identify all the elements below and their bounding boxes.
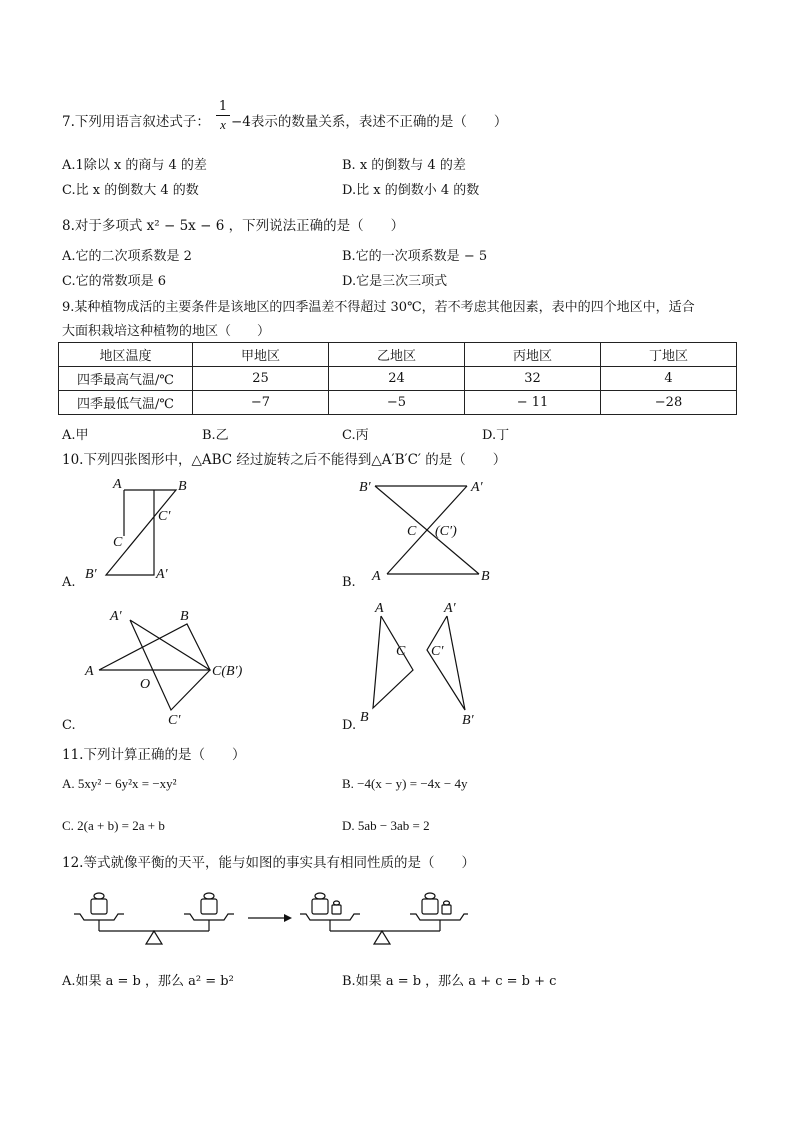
fig-c-label: O [140,677,151,692]
fig-d-label: C′ [431,644,444,659]
fig-a-label: A [113,477,122,492]
figure-a [80,470,200,590]
balance-right [300,893,468,944]
fig-a-label: C [113,535,123,550]
q8-stem: 8.对于多项式 x² − 5x − 6 ，下列说法正确的是（ ） [62,218,405,234]
table-cell: 丁地区 [601,343,737,367]
q11-option-b: B. −4(x − y) = −4x − 4y [342,776,468,791]
fig-b-label: B′ [359,480,371,495]
fig-b-label: A [372,569,381,584]
table-cell: 24 [329,367,465,391]
balance-left [74,893,234,944]
q9-stem-line2: 大面积栽培这种植物的地区（ ） [62,324,271,339]
q9-option-a: A.甲 [62,428,89,443]
arrow-icon [248,914,292,922]
q9-stem-line1: 9.某种植物成活的主要条件是该地区的四季温差不得超过 30℃，若不考虑其他因素，表中的四个地区中，适合 [62,300,695,315]
q8-option-c: C.它的常数项是 6 [62,274,167,289]
q9-option-b: B.乙 [202,428,229,443]
q12-option-b: B.如果 a = b ，那么 a + c = b + c [342,974,557,989]
table-cell: 丙地区 [465,343,601,367]
q9-option-d: D.丁 [482,428,510,443]
table-cell: 乙地区 [329,343,465,367]
fig-c-label: A′ [110,609,122,624]
table-row [59,391,737,415]
q10-option-a-label: A. [62,575,76,590]
q7-option-d: D.比 x 的倒数小 4 的数 [342,183,480,198]
fig-b-label: (C′) [435,524,457,539]
table-cell: −7 [193,391,329,415]
figure-c [80,600,260,730]
q11-stem: 11.下列计算正确的是（ ） [62,747,246,763]
q7-frac-den: x [216,115,230,134]
q7-stem [62,110,210,130]
fig-c-label: B [180,609,189,624]
figure-d [355,598,495,728]
fig-b-label: A′ [471,480,483,495]
table-row [59,367,737,391]
q7-fraction [216,99,230,134]
q12-option-a: A.如果 a = b ，那么 a² = b² [62,974,234,989]
fig-c-label: C(B′) [212,664,243,679]
q7-stem-expr: −4 [231,114,251,130]
q7-frac-num: 1 [218,99,228,114]
q8-option-d: D.它是三次三项式 [342,274,448,289]
fig-a-label: B′ [85,567,97,582]
q7-option-b: B. x 的倒数与 4 的差 [342,158,466,173]
q9-option-c: C.丙 [342,428,369,443]
table-cell: 甲地区 [193,343,329,367]
fig-d-label: B [360,710,369,725]
q10-option-b-label: B. [342,575,356,590]
table-cell: −5 [329,391,465,415]
figure-b [355,472,515,584]
fig-a-label: B [178,479,187,494]
balance-illustration [70,878,470,948]
table-cell: 四季最低气温/℃ [59,391,193,415]
table-cell: 4 [601,367,737,391]
temperature-table [58,342,737,415]
fig-b-label: C [407,524,417,539]
q11-option-c: C. 2(a + b) = 2a + b [62,818,165,833]
table-cell: 25 [193,367,329,391]
q8-option-b: B.它的一次项系数是 − 5 [342,249,488,264]
fig-c-label: C′ [168,713,181,728]
q8-option-a: A.它的二次项系数是 2 [62,249,192,264]
fig-b-label: B [481,569,490,584]
table-header-row [59,343,737,367]
fig-c-label: A [85,664,94,679]
q10-option-c-label: C. [62,718,76,733]
q10-stem: 10.下列四张图形中，△ABC 经过旋转之后不能得到△A′B′C′ 的是（ ） [62,452,507,468]
q11-option-d: D. 5ab − 3ab = 2 [342,818,430,833]
fig-d-label: A [375,601,384,616]
table-cell: 地区温度 [59,343,193,367]
fig-a-label: A′ [156,567,168,582]
fig-d-label: C [396,644,406,659]
table-cell: −28 [601,391,737,415]
q12-stem: 12.等式就像平衡的天平，能与如图的事实具有相同性质的是（ ） [62,855,475,871]
q7-option-c: C.比 x 的倒数大 4 的数 [62,183,199,198]
q7-stem-rest [231,110,507,130]
fig-a-label: C′ [158,509,171,524]
q7-stem-suffix: 表示的数量关系，表述不正确的是（ ） [250,114,508,130]
q11-option-a: A. 5xy² − 6y²x = −xy² [62,776,177,791]
q10-option-d-label: D. [342,718,357,733]
q7-stem-prefix: 7.下列用语言叙述式子： [62,114,210,130]
fig-d-label: A′ [444,601,456,616]
table-cell: − 11 [465,391,601,415]
table-cell: 四季最高气温/℃ [59,367,193,391]
table-cell: 32 [465,367,601,391]
fig-d-label: B′ [462,713,474,728]
q7-option-a: A.1除以 x 的商与 4 的差 [62,158,207,173]
